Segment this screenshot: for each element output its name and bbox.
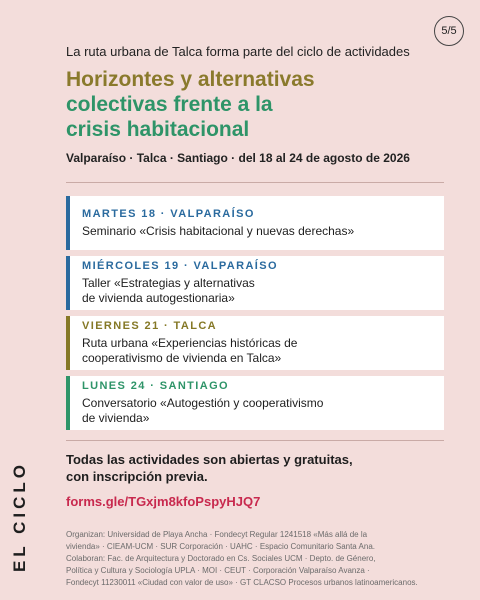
event-day: VIERNES 21 · TALCA bbox=[82, 320, 218, 332]
main-content bbox=[66, 44, 444, 589]
event-card-tuesday bbox=[66, 196, 444, 250]
page-indicator-badge: 5/5 bbox=[434, 16, 464, 46]
locations-and-dates: Valparaíso · Talca · Santiago · del 18 al 24 de agosto de 2026 bbox=[66, 151, 410, 165]
event-title bbox=[82, 336, 434, 366]
event-title-line-2: de vivienda» bbox=[82, 411, 150, 425]
note-line-2: con inscripción previa. bbox=[66, 469, 208, 484]
side-section-label: EL CICLO bbox=[10, 460, 29, 572]
event-day: MIÉRCOLES 19 · VALPARAÍSO bbox=[82, 260, 278, 272]
event-day: MARTES 18 · VALPARAÍSO bbox=[82, 207, 255, 220]
event-title bbox=[82, 276, 434, 306]
credits-line-2: vivienda» · CIEAM-UCM · SUR Corporación · UAHC · Espacio Comunitario Santa Ana. bbox=[66, 542, 375, 551]
credits-line-1: Organizan: Universidad de Playa Ancha · Fondecyt Regular 1241518 «Más allá de la bbox=[66, 530, 368, 539]
title-line-2: colectivas frente a la bbox=[66, 93, 273, 116]
event-title-line-1: Conversatorio «Autogestión y cooperativismo bbox=[82, 396, 324, 410]
cycle-title bbox=[66, 67, 444, 142]
title-line-1: Horizontes y alternativas bbox=[66, 68, 315, 91]
event-title-line-2: cooperativismo de vivienda en Talca» bbox=[82, 351, 282, 365]
bottom-divider bbox=[66, 440, 444, 441]
credits-line-3: Colaboran: Fac. de Arquitectura y Doctorado en Cs. Sociales UCM · Depto. de Género, bbox=[66, 554, 376, 563]
intro-text: La ruta urbana de Talca forma parte del ciclo de actividades bbox=[66, 44, 410, 59]
event-day: LUNES 24 · SANTIAGO bbox=[82, 380, 230, 392]
note-line-1: Todas las actividades son abiertas y gratuitas, bbox=[66, 452, 353, 467]
event-card-monday bbox=[66, 376, 444, 430]
event-title bbox=[82, 396, 434, 426]
organizers-credits bbox=[66, 529, 444, 589]
credits-line-5: Fondecyt 11230011 «Ciudad con valor de uso» · GT CLACSO Procesos urbanos latinoamericanos. bbox=[66, 578, 418, 587]
free-admission-note bbox=[66, 451, 444, 485]
credits-line-4: Política y Cultura y Sociología UPLA · MOI · CEUT · Corporación Valparaíso Avanza · bbox=[66, 566, 370, 575]
top-divider bbox=[66, 182, 444, 183]
registration-link[interactable]: forms.gle/TGxjm8kfoPspyHJQ7 bbox=[66, 494, 261, 509]
event-title-line-1: Ruta urbana «Experiencias históricas de bbox=[82, 336, 298, 350]
event-card-wednesday bbox=[66, 256, 444, 310]
event-title-line-1: Taller «Estrategias y alternativas bbox=[82, 276, 255, 290]
event-title: Seminario «Crisis habitacional y nuevas derechas» bbox=[82, 223, 355, 238]
event-card-friday bbox=[66, 316, 444, 370]
title-line-3: crisis habitacional bbox=[66, 118, 250, 141]
event-title-line-2: de vivienda autogestionaria» bbox=[82, 291, 235, 305]
